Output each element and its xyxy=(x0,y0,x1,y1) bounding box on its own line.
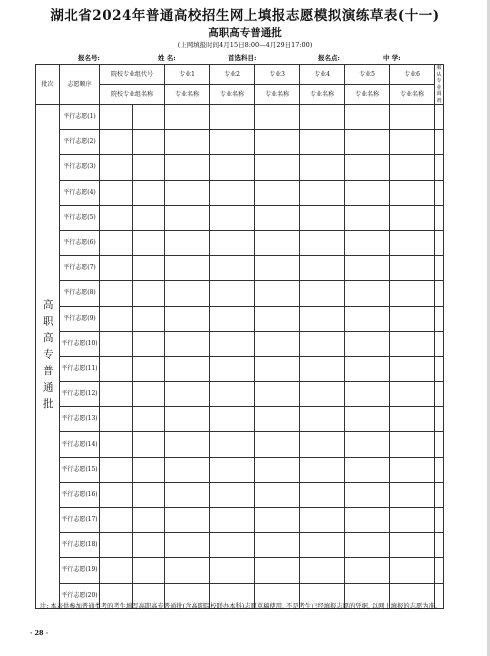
adjust-checkbox[interactable] xyxy=(435,558,444,583)
major-5-input[interactable] xyxy=(345,558,390,583)
adjust-checkbox[interactable] xyxy=(435,508,444,533)
major-2-input[interactable] xyxy=(210,306,255,331)
major-5-input[interactable] xyxy=(345,356,390,381)
school-code-input[interactable] xyxy=(100,457,133,482)
application-table xyxy=(35,64,444,609)
major-6-input[interactable] xyxy=(390,457,435,482)
major-6-input[interactable] xyxy=(390,155,435,180)
major-6-input[interactable] xyxy=(390,558,435,583)
adjust-checkbox[interactable] xyxy=(435,331,444,356)
major-5-input[interactable] xyxy=(345,130,390,155)
adjust-checkbox[interactable] xyxy=(435,105,444,130)
major-3-input[interactable] xyxy=(255,482,300,507)
major-3-input[interactable] xyxy=(255,155,300,180)
adjust-checkbox[interactable] xyxy=(435,407,444,432)
major-4-input[interactable] xyxy=(300,130,345,155)
major-5-input[interactable] xyxy=(345,331,390,356)
exam-number-label: 报名号: xyxy=(78,54,100,62)
table-row xyxy=(36,306,444,331)
major-6-input[interactable] xyxy=(390,382,435,407)
major-5-input[interactable] xyxy=(345,306,390,331)
adjust-checkbox[interactable] xyxy=(435,180,444,205)
order-label: 平行志愿(6) xyxy=(60,230,100,255)
major-2-input[interactable] xyxy=(210,180,255,205)
school-code-input[interactable] xyxy=(100,155,133,180)
table-row xyxy=(36,482,444,507)
major-3-input[interactable] xyxy=(255,306,300,331)
school-label: 中 学: xyxy=(383,54,401,62)
school-code-input[interactable] xyxy=(100,281,133,306)
batch-label: 高职高专普通批 xyxy=(41,298,54,415)
page-title: 湖北省2024年普通高校招生网上填报志愿模拟演练草表(十一) xyxy=(50,8,440,24)
school-name-input[interactable] xyxy=(133,306,165,331)
major-6-header: 专业6 xyxy=(390,65,435,85)
major-5-input[interactable] xyxy=(345,281,390,306)
table-row xyxy=(36,533,444,558)
order-label: 平行志愿(16) xyxy=(60,482,100,507)
major-2-header: 专业2 xyxy=(210,65,255,85)
major-name-header: 专业名称 xyxy=(300,85,345,105)
major-1-input[interactable] xyxy=(165,180,210,205)
major-1-input[interactable] xyxy=(165,155,210,180)
school-name-input[interactable] xyxy=(133,508,165,533)
major-2-input[interactable] xyxy=(210,356,255,381)
order-label: 平行志愿(2) xyxy=(60,130,100,155)
major-6-input[interactable] xyxy=(390,306,435,331)
school-name-input[interactable] xyxy=(133,230,165,255)
major-2-input[interactable] xyxy=(210,457,255,482)
school-name-input[interactable] xyxy=(133,382,165,407)
subject-label: 首选科目: xyxy=(228,54,257,62)
major-name-header: 专业名称 xyxy=(345,85,390,105)
major-6-input[interactable] xyxy=(390,482,435,507)
major-name-header: 专业名称 xyxy=(390,85,435,105)
major-4-header: 专业4 xyxy=(300,65,345,85)
major-2-input[interactable] xyxy=(210,432,255,457)
school-name-input[interactable] xyxy=(133,130,165,155)
table-row xyxy=(36,155,444,180)
adjust-header: 服从专业调剂 xyxy=(436,65,442,104)
major-6-input[interactable] xyxy=(390,130,435,155)
major-1-input[interactable] xyxy=(165,281,210,306)
major-4-input[interactable] xyxy=(300,331,345,356)
major-4-input[interactable] xyxy=(300,508,345,533)
adjust-checkbox[interactable] xyxy=(435,533,444,558)
major-6-input[interactable] xyxy=(390,508,435,533)
table-row xyxy=(36,281,444,306)
batch-subtitle: 高职高专普通批 xyxy=(208,27,282,39)
major-6-input[interactable] xyxy=(390,281,435,306)
major-1-input[interactable] xyxy=(165,230,210,255)
major-4-input[interactable] xyxy=(300,205,345,230)
major-name-header: 专业名称 xyxy=(255,85,300,105)
major-3-input[interactable] xyxy=(255,130,300,155)
major-4-input[interactable] xyxy=(300,457,345,482)
order-label: 平行志愿(17) xyxy=(60,508,100,533)
order-label: 平行志愿(12) xyxy=(60,382,100,407)
table-row xyxy=(36,356,444,381)
school-name-input[interactable] xyxy=(133,281,165,306)
major-6-input[interactable] xyxy=(390,230,435,255)
order-label: 平行志愿(7) xyxy=(60,256,100,281)
major-3-input[interactable] xyxy=(255,356,300,381)
major-1-input[interactable] xyxy=(165,256,210,281)
order-label: 平行志愿(10) xyxy=(60,331,100,356)
major-1-input[interactable] xyxy=(165,130,210,155)
order-label: 平行志愿(8) xyxy=(60,281,100,306)
table-row xyxy=(36,457,444,482)
school-code-header: 院校专业组代号 xyxy=(100,65,165,85)
table-row xyxy=(36,432,444,457)
order-label: 平行志愿(3) xyxy=(60,155,100,180)
major-4-input[interactable] xyxy=(300,155,345,180)
order-label: 平行志愿(20) xyxy=(60,583,100,608)
school-name-input[interactable] xyxy=(133,558,165,583)
school-code-input[interactable] xyxy=(100,356,133,381)
adjust-checkbox[interactable] xyxy=(435,205,444,230)
major-3-header: 专业3 xyxy=(255,65,300,85)
major-3-input[interactable] xyxy=(255,256,300,281)
major-6-input[interactable] xyxy=(390,331,435,356)
table-row xyxy=(36,180,444,205)
major-3-input[interactable] xyxy=(255,407,300,432)
adjust-checkbox[interactable] xyxy=(435,382,444,407)
major-6-input[interactable] xyxy=(390,356,435,381)
order-label: 平行志愿(15) xyxy=(60,457,100,482)
major-2-input[interactable] xyxy=(210,155,255,180)
major-2-input[interactable] xyxy=(210,558,255,583)
school-code-input[interactable] xyxy=(100,230,133,255)
adjust-checkbox[interactable] xyxy=(435,432,444,457)
major-3-input[interactable] xyxy=(255,508,300,533)
major-4-input[interactable] xyxy=(300,533,345,558)
major-2-input[interactable] xyxy=(210,281,255,306)
major-4-input[interactable] xyxy=(300,180,345,205)
adjust-checkbox[interactable] xyxy=(435,457,444,482)
order-label: 平行志愿(4) xyxy=(60,180,100,205)
order-label: 平行志愿(1) xyxy=(60,105,100,130)
school-code-input[interactable] xyxy=(100,256,133,281)
footnote: 注: 本表供参加普通类考的考生填写高职高专普通批(含高职院校联办本科)志愿草稿使用, 不是考生已经填报志愿的凭据, 以网上填报的志愿为准。 xyxy=(40,603,442,610)
major-name-header: 专业名称 xyxy=(210,85,255,105)
major-3-input[interactable] xyxy=(255,105,300,130)
adjust-checkbox[interactable] xyxy=(435,230,444,255)
major-3-input[interactable] xyxy=(255,382,300,407)
school-name-input[interactable] xyxy=(133,482,165,507)
order-label: 平行志愿(19) xyxy=(60,558,100,583)
major-1-header: 专业1 xyxy=(165,65,210,85)
major-1-input[interactable] xyxy=(165,508,210,533)
table-row xyxy=(36,331,444,356)
order-label: 平行志愿(18) xyxy=(60,533,100,558)
school-code-input[interactable] xyxy=(100,331,133,356)
major-1-input[interactable] xyxy=(165,356,210,381)
school-name-input[interactable] xyxy=(133,331,165,356)
filing-time-note: (上网填报时间4月15日8:00—4月29日17:00) xyxy=(177,41,313,49)
school-name-input[interactable] xyxy=(133,155,165,180)
major-5-input[interactable] xyxy=(345,382,390,407)
adjust-checkbox[interactable] xyxy=(435,306,444,331)
adjust-checkbox[interactable] xyxy=(435,130,444,155)
major-2-input[interactable] xyxy=(210,533,255,558)
table-row xyxy=(36,130,444,155)
batch-header: 批次 xyxy=(36,65,60,105)
adjust-checkbox[interactable] xyxy=(435,482,444,507)
table-row xyxy=(36,105,444,130)
major-1-input[interactable] xyxy=(165,407,210,432)
registration-point-label: 报名点: xyxy=(318,54,340,62)
school-name-input[interactable] xyxy=(133,256,165,281)
table-row xyxy=(36,382,444,407)
major-2-input[interactable] xyxy=(210,130,255,155)
major-4-input[interactable] xyxy=(300,558,345,583)
school-code-input[interactable] xyxy=(100,105,133,130)
major-4-input[interactable] xyxy=(300,356,345,381)
school-name-input[interactable] xyxy=(133,432,165,457)
table-row xyxy=(36,508,444,533)
major-6-input[interactable] xyxy=(390,432,435,457)
major-1-input[interactable] xyxy=(165,205,210,230)
major-3-input[interactable] xyxy=(255,230,300,255)
major-6-input[interactable] xyxy=(390,256,435,281)
batch-cell xyxy=(36,105,60,609)
major-4-input[interactable] xyxy=(300,382,345,407)
major-1-input[interactable] xyxy=(165,533,210,558)
major-3-input[interactable] xyxy=(255,205,300,230)
school-code-input[interactable] xyxy=(100,407,133,432)
major-2-input[interactable] xyxy=(210,508,255,533)
major-5-input[interactable] xyxy=(345,482,390,507)
major-1-input[interactable] xyxy=(165,105,210,130)
major-name-header: 专业名称 xyxy=(165,85,210,105)
school-code-input[interactable] xyxy=(100,482,133,507)
order-label: 平行志愿(13) xyxy=(60,407,100,432)
school-code-input[interactable] xyxy=(100,558,133,583)
major-5-input[interactable] xyxy=(345,230,390,255)
major-5-input[interactable] xyxy=(345,533,390,558)
major-6-input[interactable] xyxy=(390,407,435,432)
major-4-input[interactable] xyxy=(300,407,345,432)
major-2-input[interactable] xyxy=(210,331,255,356)
order-label: 平行志愿(9) xyxy=(60,306,100,331)
major-4-input[interactable] xyxy=(300,306,345,331)
school-code-input[interactable] xyxy=(100,533,133,558)
major-4-input[interactable] xyxy=(300,281,345,306)
school-code-input[interactable] xyxy=(100,432,133,457)
adjust-checkbox[interactable] xyxy=(435,356,444,381)
order-header: 志愿顺序 xyxy=(60,65,100,105)
school-name-input[interactable] xyxy=(133,180,165,205)
major-4-input[interactable] xyxy=(300,230,345,255)
school-name-input[interactable] xyxy=(133,533,165,558)
major-2-input[interactable] xyxy=(210,256,255,281)
major-6-input[interactable] xyxy=(390,533,435,558)
major-5-input[interactable] xyxy=(345,205,390,230)
major-3-input[interactable] xyxy=(255,432,300,457)
table-row xyxy=(36,205,444,230)
major-3-input[interactable] xyxy=(255,281,300,306)
major-6-input[interactable] xyxy=(390,205,435,230)
major-4-input[interactable] xyxy=(300,105,345,130)
school-code-input[interactable] xyxy=(100,180,133,205)
order-label: 平行志愿(11) xyxy=(60,356,100,381)
major-2-input[interactable] xyxy=(210,482,255,507)
major-6-input[interactable] xyxy=(390,105,435,130)
school-code-input[interactable] xyxy=(100,508,133,533)
major-1-input[interactable] xyxy=(165,306,210,331)
major-2-input[interactable] xyxy=(210,230,255,255)
major-5-input[interactable] xyxy=(345,508,390,533)
school-code-input[interactable] xyxy=(100,205,133,230)
school-name-input[interactable] xyxy=(133,407,165,432)
major-1-input[interactable] xyxy=(165,432,210,457)
major-3-input[interactable] xyxy=(255,457,300,482)
adjust-checkbox[interactable] xyxy=(435,256,444,281)
adjust-checkbox[interactable] xyxy=(435,281,444,306)
major-1-input[interactable] xyxy=(165,482,210,507)
major-5-input[interactable] xyxy=(345,180,390,205)
order-label: 平行志愿(14) xyxy=(60,432,100,457)
school-name-input[interactable] xyxy=(133,457,165,482)
major-5-input[interactable] xyxy=(345,457,390,482)
major-4-input[interactable] xyxy=(300,256,345,281)
major-2-input[interactable] xyxy=(210,205,255,230)
major-1-input[interactable] xyxy=(165,558,210,583)
page-number: · 28 · xyxy=(30,629,49,637)
major-5-header: 专业5 xyxy=(345,65,390,85)
major-4-input[interactable] xyxy=(300,482,345,507)
school-code-input[interactable] xyxy=(100,306,133,331)
major-5-input[interactable] xyxy=(345,407,390,432)
table-row xyxy=(36,407,444,432)
table-row xyxy=(36,558,444,583)
major-2-input[interactable] xyxy=(210,105,255,130)
major-3-input[interactable] xyxy=(255,533,300,558)
school-code-input[interactable] xyxy=(100,130,133,155)
school-name-input[interactable] xyxy=(133,356,165,381)
adjust-checkbox[interactable] xyxy=(435,155,444,180)
major-5-input[interactable] xyxy=(345,105,390,130)
major-3-input[interactable] xyxy=(255,180,300,205)
major-3-input[interactable] xyxy=(255,558,300,583)
major-2-input[interactable] xyxy=(210,382,255,407)
major-5-input[interactable] xyxy=(345,256,390,281)
table-row xyxy=(36,230,444,255)
school-name-input[interactable] xyxy=(133,105,165,130)
major-1-input[interactable] xyxy=(165,331,210,356)
school-code-input[interactable] xyxy=(100,382,133,407)
major-5-input[interactable] xyxy=(345,155,390,180)
major-2-input[interactable] xyxy=(210,407,255,432)
name-label: 姓 名: xyxy=(158,54,176,62)
school-name-input[interactable] xyxy=(133,205,165,230)
school-name-header: 院校专业组名称 xyxy=(100,85,165,105)
table-row xyxy=(36,256,444,281)
major-5-input[interactable] xyxy=(345,432,390,457)
major-6-input[interactable] xyxy=(390,180,435,205)
major-1-input[interactable] xyxy=(165,457,210,482)
order-label: 平行志愿(5) xyxy=(60,205,100,230)
major-4-input[interactable] xyxy=(300,432,345,457)
major-3-input[interactable] xyxy=(255,331,300,356)
major-1-input[interactable] xyxy=(165,382,210,407)
